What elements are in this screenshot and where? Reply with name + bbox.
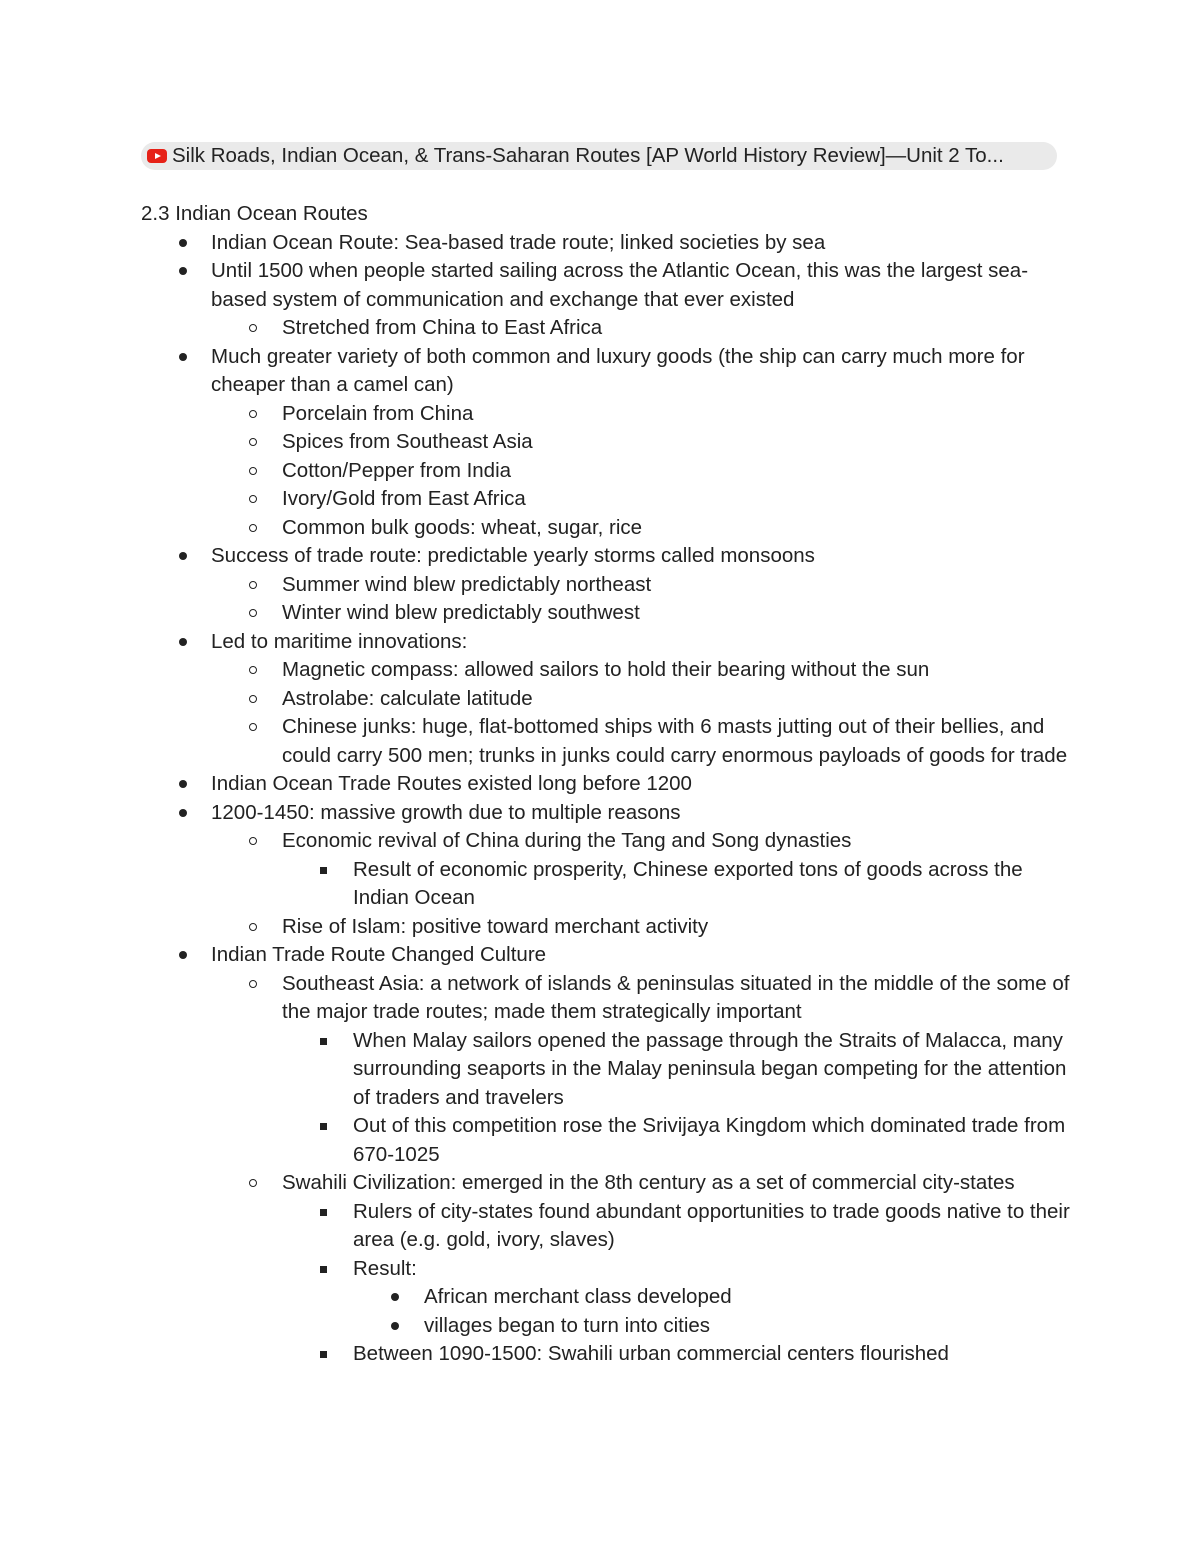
bullet-disc-icon	[179, 780, 187, 788]
list-item-text: Southeast Asia: a network of islands & peninsulas situated in the middle of the some of the major trade routes; made them strategically important	[282, 971, 1070, 1023]
list-item-text: Spices from Southeast Asia	[282, 430, 533, 453]
list-item-text: Result:	[353, 1256, 417, 1280]
list-item-text: Winter wind blew predictably southwest	[282, 601, 640, 624]
list-item-text: Economic revival of China during the Tang and Song dynasties	[282, 829, 852, 852]
bullet-circle-icon	[249, 609, 257, 617]
list-item	[211, 970, 1081, 1170]
list-item-text: When Malay sailors opened the passage through the Straits of Malacca, many surrounding seaports in the Malay peninsula began competing for the attention of traders and travelers	[353, 1028, 1067, 1109]
sub-list	[211, 571, 1081, 628]
list-item-text: Astrolabe: calculate latitude	[282, 686, 533, 710]
sub-list	[211, 827, 1081, 941]
list-item-text: Until 1500 when people started sailing across the Atlantic Ocean, this was the largest sea-based system of communication and exchange that ever existed	[211, 259, 1029, 311]
youtube-link-title[interactable]: Silk Roads, Indian Ocean, & Trans-Saharan Routes [AP World History Review]—Unit 2 To...	[172, 144, 1004, 167]
list-item	[141, 257, 1081, 343]
list-item	[282, 1255, 1081, 1341]
list-item	[141, 343, 1081, 543]
bullet-circle-icon	[249, 324, 257, 332]
bullet-square-icon	[320, 1123, 327, 1130]
list-item	[211, 457, 1081, 486]
list-item-text: Summer wind blew predictably northeast	[282, 572, 652, 596]
list-item	[211, 685, 1081, 714]
bullet-circle-icon	[249, 980, 257, 988]
sub-list	[211, 400, 1081, 543]
bullet-circle-icon	[249, 666, 257, 674]
list-item	[211, 713, 1081, 770]
list-item	[211, 827, 1081, 913]
bullet-square-icon	[320, 867, 327, 874]
list-item	[141, 542, 1081, 628]
bullet-circle-icon	[249, 495, 257, 503]
sub-list	[211, 314, 1081, 343]
bullet-circle-icon	[249, 723, 257, 731]
bullet-list	[141, 229, 1081, 1369]
bullet-disc-icon	[391, 1293, 399, 1301]
sub-list	[211, 970, 1081, 1369]
list-item-text: Cotton/Pepper from India	[282, 458, 512, 482]
list-item	[282, 1198, 1081, 1255]
list-item-text: 1200-1450: massive growth due to multiple reasons	[211, 800, 681, 824]
list-item	[353, 1283, 1081, 1312]
list-item-text: Rulers of city-states found abundant opportunities to trade goods native to their area (e.g. gold, ivory, slaves)	[353, 1199, 1070, 1251]
bullet-circle-icon	[249, 1179, 257, 1187]
list-item	[211, 571, 1081, 600]
list-item-text: Success of trade route: predictable yearly storms called monsoons	[211, 544, 815, 567]
list-item	[211, 314, 1081, 343]
bullet-disc-icon	[179, 809, 187, 817]
list-item-text: Result of economic prosperity, Chinese exported tons of goods across the Indian Ocean	[353, 857, 1023, 909]
list-item-text: Rise of Islam: positive toward merchant activity	[282, 914, 709, 938]
sub-list	[282, 1198, 1081, 1369]
sub-list	[282, 1027, 1081, 1170]
list-item-text: Stretched from China to East Africa	[282, 316, 603, 339]
list-item	[211, 656, 1081, 685]
bullet-disc-icon	[179, 353, 187, 361]
list-item-text: Led to maritime innovations:	[211, 629, 468, 653]
list-item	[211, 1169, 1081, 1369]
list-item-text: Ivory/Gold from East Africa	[282, 487, 526, 510]
youtube-link-chip[interactable]	[141, 142, 1057, 170]
sub-list	[282, 856, 1081, 913]
bullet-square-icon	[320, 1209, 327, 1216]
list-item-text: Indian Ocean Route: Sea-based trade route; linked societies by sea	[211, 230, 826, 254]
document-body	[141, 200, 1081, 1369]
list-item-text: Indian Ocean Trade Routes existed long before 1200	[211, 772, 692, 795]
list-item	[353, 1312, 1081, 1341]
list-item	[141, 628, 1081, 771]
bullet-disc-icon	[391, 1322, 399, 1330]
bullet-disc-icon	[179, 267, 187, 275]
bullet-circle-icon	[249, 695, 257, 703]
list-item	[141, 941, 1081, 1369]
bullet-circle-icon	[249, 524, 257, 532]
sub-list	[353, 1283, 1081, 1340]
list-item	[282, 1027, 1081, 1113]
list-item-text: Common bulk goods: wheat, sugar, rice	[282, 515, 643, 539]
bullet-disc-icon	[179, 951, 187, 959]
bullet-circle-icon	[249, 837, 257, 845]
bullet-disc-icon	[179, 552, 187, 560]
list-item	[141, 770, 1081, 799]
bullet-square-icon	[320, 1351, 327, 1358]
bullet-square-icon	[320, 1038, 327, 1045]
list-item	[282, 1340, 1081, 1369]
bullet-circle-icon	[249, 467, 257, 475]
list-item	[282, 1112, 1081, 1169]
list-item	[211, 428, 1081, 457]
list-item-text: Out of this competition rose the Srivijaya Kingdom which dominated trade from 670-1025	[353, 1114, 1066, 1166]
section-heading: 2.3 Indian Ocean Routes	[141, 202, 368, 225]
list-item-text: Indian Trade Route Changed Culture	[211, 943, 547, 966]
sub-list	[211, 656, 1081, 770]
bullet-circle-icon	[249, 410, 257, 418]
youtube-icon	[147, 149, 167, 163]
list-item	[282, 856, 1081, 913]
bullet-circle-icon	[249, 438, 257, 446]
list-item-text: Between 1090-1500: Swahili urban commercial centers flourished	[353, 1342, 949, 1365]
list-item-text: Much greater variety of both common and luxury goods (the ship can carry much more for cheaper than a camel can)	[211, 344, 1025, 396]
list-item-text: Chinese junks: huge, flat-bottomed ships with 6 masts jutting out of their bellies, and could carry 500 men; trunks in junks could carry enormous payloads of goods for trade	[282, 715, 1068, 767]
list-item	[141, 799, 1081, 942]
bullet-disc-icon	[179, 239, 187, 247]
list-item	[211, 485, 1081, 514]
list-item	[211, 400, 1081, 429]
list-item-text: Magnetic compass: allowed sailors to hold their bearing without the sun	[282, 658, 930, 681]
list-item	[211, 514, 1081, 543]
list-item-text: villages began to turn into cities	[424, 1313, 711, 1337]
bullet-disc-icon	[179, 638, 187, 646]
list-item	[211, 913, 1081, 942]
bullet-square-icon	[320, 1266, 327, 1273]
list-item-text: Porcelain from China	[282, 401, 474, 425]
list-item	[211, 599, 1081, 628]
list-item-text: African merchant class developed	[424, 1285, 732, 1308]
list-item-text: Swahili Civilization: emerged in the 8th century as a set of commercial city-states	[282, 1171, 1015, 1194]
list-item	[141, 229, 1081, 258]
bullet-circle-icon	[249, 923, 257, 931]
bullet-circle-icon	[249, 581, 257, 589]
